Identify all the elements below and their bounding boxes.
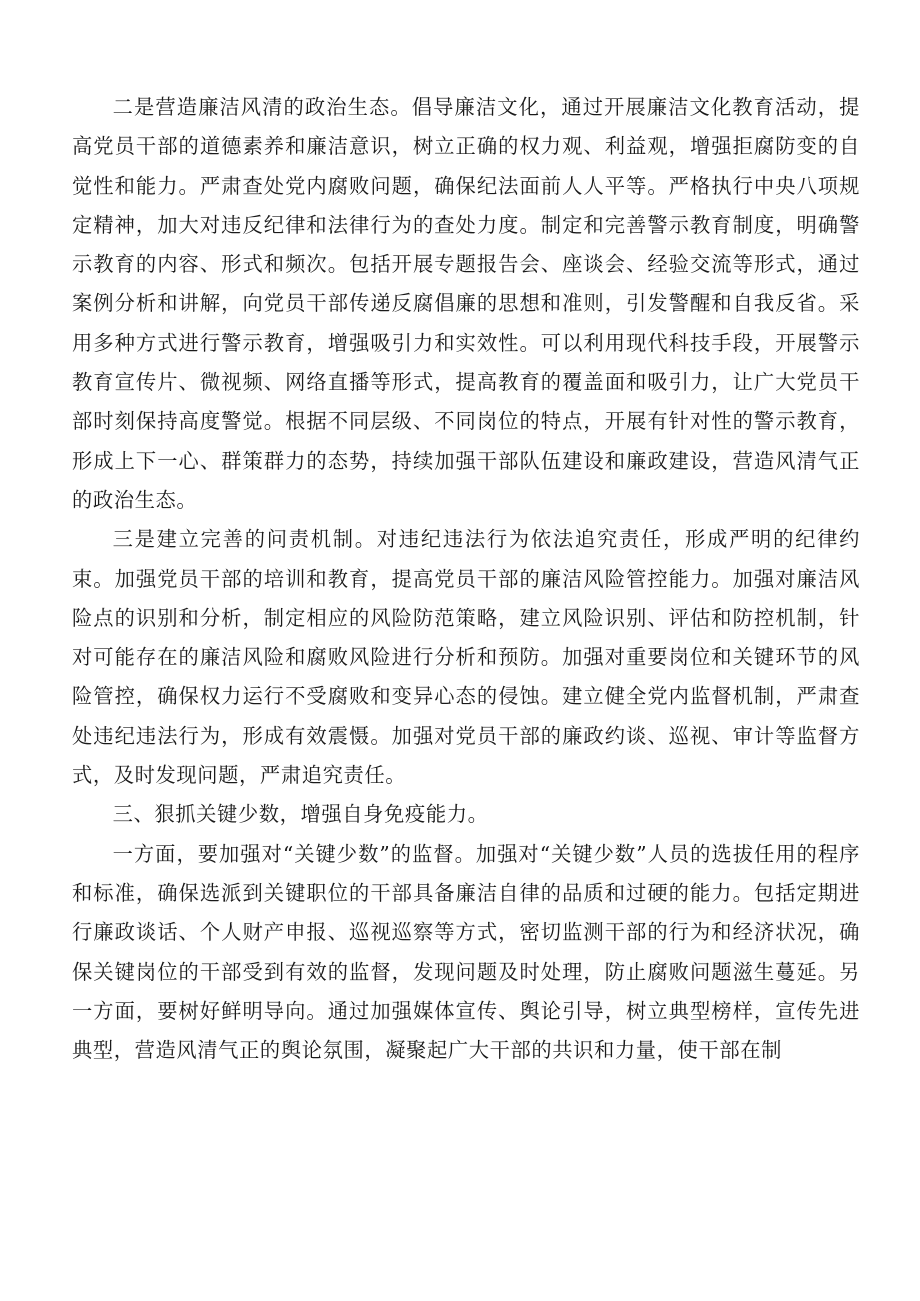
paragraph-key-minority-supervision: 一方面，要加强对“关键少数”的监督。加强对“关键少数”人员的选拔任用的程序和标准，确保选派到关键职位的干部具备廉洁自律的品质和过硬的能力。包括定期进行廉政谈话、个人财产申报、巡视巡察等方式，密切监测干部的行为和经济状况，确保关键岗位的干部受到有效的监督，发现问题及时处理，防止腐败问题滋生蔓延。另一方面，要树好鲜明导向。通过加强媒体宣传、舆论引导，树立典型榜样，宣传先进典型，营造风清气正的舆论氛围，凝聚起广大干部的共识和力量，使干部在制	[72, 841, 860, 1063]
section-heading-key-minority: 三、狠抓关键少数，增强自身免疫能力。	[112, 802, 489, 827]
paragraph-political-ecology: 二是营造廉洁风清的政治生态。倡导廉洁文化，通过开展廉洁文化教育活动，提高党员干部的道德素养和廉洁意识，树立正确的权力观、利益观，增强拒腐防变的自觉性和能力。严肃查处党内腐败问题，确保纪法面前人人平等。严格执行中央八项规定精神，加大对违反纪律和法律行为的查处力度。制定和完善警示教育制度，明确警示教育的内容、形式和频次。包括开展专题报告会、座谈会、经验交流等形式，通过案例分析和讲解，向党员干部传递反腐倡廉的思想和准则，引发警醒和自我反省。采用多种方式进行警示教育，增强吸引力和实效性。可以利用现代科技手段，开展警示教育宣传片、微视频、网络直播等形式，提高教育的覆盖面和吸引力，让广大党员干部时刻保持高度警觉。根据不同层级、不同岗位的特点，开展有针对性的警示教育，形成上下一心、群策群力的态势，持续加强干部队伍建设和廉政建设，营造风清气正的政治生态。	[72, 95, 860, 512]
paragraph-accountability-mechanism: 三是建立完善的问责机制。对违纪违法行为依法追究责任，形成严明的纪律约束。加强党员干部的培训和教育，提高党员干部的廉洁风险管控能力。加强对廉洁风险点的识别和分析，制定相应的风险防范策略，建立风险识别、评估和防控机制，针对可能存在的廉洁风险和腐败风险进行分析和预防。加强对重要岗位和关键环节的风险管控，确保权力运行不受腐败和变异心态的侵蚀。建立健全党内监督机制，严肃查处违纪违法行为，形成有效震慑。加强对党员干部的廉政约谈、巡视、审计等监督方式，及时发现问题，严肃追究责任。	[72, 527, 860, 788]
